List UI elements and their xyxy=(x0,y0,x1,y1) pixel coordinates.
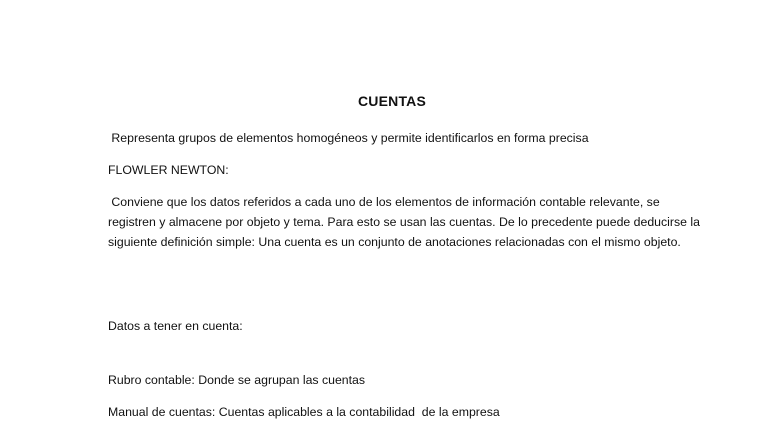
rubro-paragraph: Rubro contable: Donde se agrupan las cuentas xyxy=(108,373,366,387)
author-line: FLOWLER NEWTON: xyxy=(108,163,229,177)
quote-paragraph: Conviene que los datos referidos a cada uno de los elementos de información contable relevante, se registren y almacene por objeto y tema. Para esto se usan las cuentas. De lo precedente puede deducirse la siguiente definición simple: Una cuenta es un conjunto de anotaciones relacionadas con el mismo objeto. xyxy=(108,195,704,249)
datos-heading: Datos a tener en cuenta: xyxy=(108,319,243,333)
manual-paragraph: Manual de cuentas: Cuentas aplicables a la contabilidad de la empresa xyxy=(108,405,500,419)
intro-paragraph: Representa grupos de elementos homogéneos y permite identificarlos en forma precisa xyxy=(108,131,589,145)
document-title: CUENTAS xyxy=(357,93,427,109)
